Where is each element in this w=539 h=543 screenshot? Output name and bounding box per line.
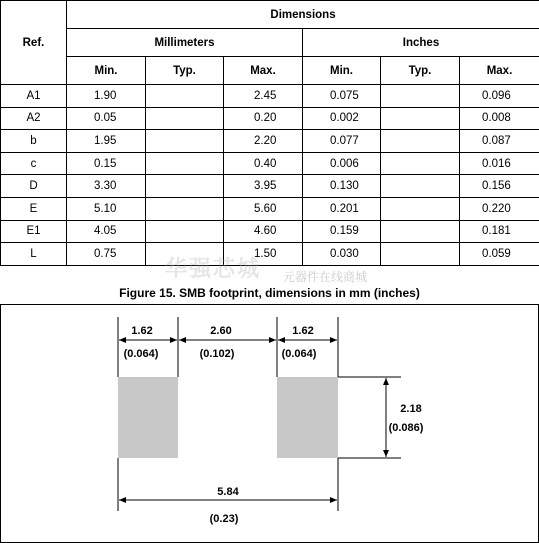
cell-in-min: 0.075 [303,85,381,108]
watermark-logo: 华强芯城 [165,252,261,283]
cell-in-typ [381,220,460,243]
header-mm-typ: Typ. [146,57,224,85]
table-row [1,175,539,198]
header-in-max: Max. [460,57,539,85]
dimensions-table [0,0,539,266]
cell-mm-max: 4.60 [224,220,303,243]
footprint-figure [0,304,539,543]
cell-in-max: 0.016 [460,152,539,175]
header-in-min: Min. [303,57,381,85]
table-row [1,130,539,153]
cell-in-max: 0.008 [460,107,539,130]
table-row [1,107,539,130]
cell-mm-typ [146,85,224,108]
cell-in-typ [381,197,460,220]
cell-in-min: 0.077 [303,130,381,153]
label-right-in: (0.064) [282,348,317,360]
cell-in-min: 0.002 [303,107,381,130]
cell-mm-min: 0.05 [67,107,146,130]
figure-title: Figure 15. SMB footprint, dimensions in mm (inches) [0,286,539,300]
cell-mm-max: 5.60 [224,197,303,220]
cell-ref: c [1,152,67,175]
cell-mm-min: 0.15 [67,152,146,175]
header-inches: Inches [303,29,539,57]
header-in-typ: Typ. [381,57,460,85]
cell-in-max: 0.220 [460,197,539,220]
cell-in-max: 0.156 [460,175,539,198]
cell-in-min: 0.030 [303,243,381,266]
label-total-in: (0.23) [210,513,239,525]
cell-in-typ [381,85,460,108]
cell-mm-min: 1.95 [67,130,146,153]
cell-in-min: 0.130 [303,175,381,198]
cell-in-typ [381,107,460,130]
cell-in-typ [381,175,460,198]
cell-mm-max: 1.50 [224,243,303,266]
table-row [1,220,539,243]
cell-mm-typ [146,243,224,266]
label-gap-in: (0.102) [200,348,235,360]
table-row [1,197,539,220]
cell-in-max: 0.059 [460,243,539,266]
cell-ref: E1 [1,220,67,243]
header-mm-max: Max. [224,57,303,85]
cell-mm-min: 5.10 [67,197,146,220]
table-row [1,152,539,175]
cell-mm-min: 1.90 [67,85,146,108]
label-total-mm: 5.84 [217,486,239,498]
cell-in-typ [381,130,460,153]
right-pad [277,377,338,458]
left-pad [118,377,178,458]
cell-ref: D [1,175,67,198]
label-gap-mm: 2.60 [210,325,231,337]
cell-in-min: 0.159 [303,220,381,243]
label-left-mm: 1.62 [131,325,152,337]
cell-mm-min: 4.05 [67,220,146,243]
cell-mm-max: 0.40 [224,152,303,175]
label-height-mm: 2.18 [400,403,421,415]
cell-mm-max: 2.45 [224,85,303,108]
cell-mm-typ [146,152,224,175]
cell-mm-typ [146,107,224,130]
cell-ref: L [1,243,67,266]
label-left-in: (0.064) [124,348,159,360]
cell-mm-min: 0.75 [67,243,146,266]
cell-mm-typ [146,197,224,220]
cell-mm-max: 2.20 [224,130,303,153]
cell-ref: A2 [1,107,67,130]
cell-mm-typ [146,220,224,243]
cell-mm-typ [146,130,224,153]
cell-mm-typ [146,175,224,198]
label-height-in: (0.086) [389,422,424,434]
cell-in-typ [381,152,460,175]
cell-in-typ [381,243,460,266]
cell-ref: b [1,130,67,153]
cell-in-min: 0.201 [303,197,381,220]
cell-in-min: 0.006 [303,152,381,175]
header-ref: Ref. [1,1,67,85]
cell-ref: A1 [1,85,67,108]
header-dimensions: Dimensions [67,1,539,29]
watermark-subtitle: 元器件在线商城 [283,268,367,285]
footprint-drawing [1,305,538,542]
cell-in-max: 0.087 [460,130,539,153]
header-mm-min: Min. [67,57,146,85]
cell-ref: E [1,197,67,220]
cell-mm-min: 3.30 [67,175,146,198]
cell-in-max: 0.096 [460,85,539,108]
cell-mm-max: 3.95 [224,175,303,198]
cell-in-max: 0.181 [460,220,539,243]
table-row [1,243,539,266]
table-row [1,85,539,108]
label-right-mm: 1.62 [292,325,313,337]
header-millimeters: Millimeters [67,29,303,57]
cell-mm-max: 0.20 [224,107,303,130]
